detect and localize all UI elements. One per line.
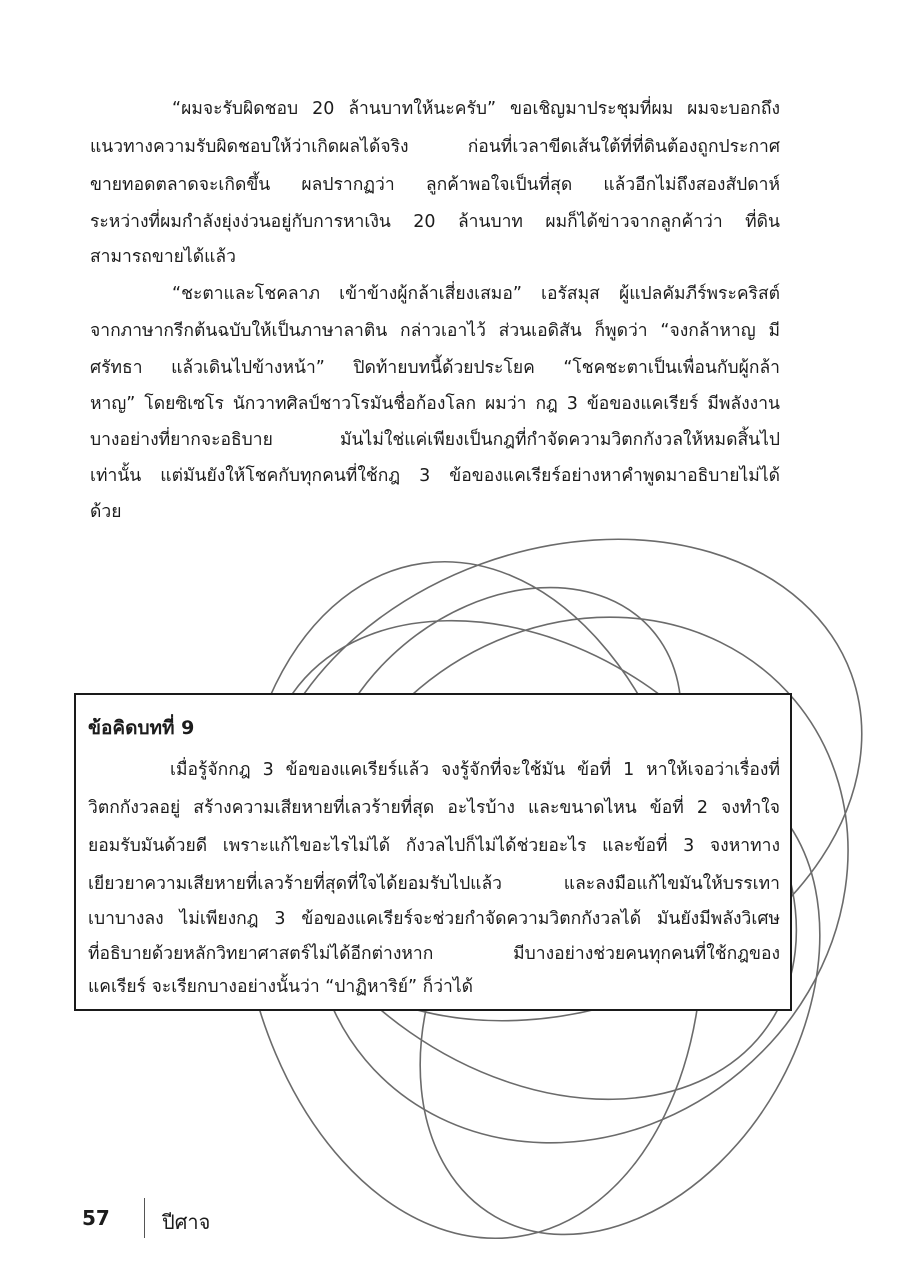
paragraph-line: ศรัทธา แล้วเดินไปข้างหน้า” ปิดท้ายบทนี้ด้วยประโยค “โชคชะตาเป็นเพื่อนกับผู้กล้า <box>90 358 780 378</box>
paragraph-line: “ชะตาและโชคลาภ เข้าข้างผู้กล้าเสี่ยงเสมอ” เอรัสมุส ผู้แปลคัมภีร์พระคริสต์ <box>172 284 780 304</box>
page-number: 57 <box>82 1206 110 1230</box>
takeaway-title: ข้อคิดบทที่ 9 <box>88 717 195 739</box>
takeaway-line: เบาบางลง ไม่เพียงกฎ 3 ข้อของแคเรียร์จะช่วยกำจัดความวิตกกังวลได้ มันยังมีพลังวิเศษ <box>88 909 780 929</box>
takeaway-line: ยอมรับมันด้วยดี เพราะแก้ไขอะไรไม่ได้ กังวลไปก็ไม่ได้ช่วยอะไร และข้อที่ 3 จงหาทาง <box>88 836 780 856</box>
takeaway-line: วิตกกังวลอยู่ สร้างความเสียหายที่เลวร้ายที่สุด อะไรบ้าง และขนาดไหน ข้อที่ 2 จงทำใจ <box>88 798 780 818</box>
paragraph-line: ขายทอดตลาดจะเกิดขึ้น ผลปรากฏว่า ลูกค้าพอใจเป็นที่สุด แล้วอีกไม่ถึงสองสัปดาห์ <box>90 175 780 195</box>
paragraph-line: เท่านั้น แต่มันยังให้โชคกับทุกคนที่ใช้กฎ 3 ข้อของแคเรียร์อย่างหาคำพูดมาอธิบายไม่ได้ <box>90 466 780 486</box>
paragraph-line: แนวทางความรับผิดชอบให้ว่าเกิดผลได้จริง ก่อนที่เวลาขีดเส้นใต้ที่ที่ดินต้องถูกประกาศ <box>90 137 780 157</box>
footer-divider <box>144 1198 145 1238</box>
paragraph-line: ด้วย <box>90 502 122 522</box>
book-author: ปีศาจ <box>162 1210 211 1234</box>
takeaway-line: แคเรียร์ จะเรียกบางอย่างนั้นว่า “ปาฏิหาริย์” ก็ว่าได้ <box>88 977 474 997</box>
takeaway-line: เมื่อรู้จักกฎ 3 ข้อของแคเรียร์แล้ว จงรู้จักที่จะใช้มัน ข้อที่ 1 หาให้เจอว่าเรื่องที่ <box>170 760 780 780</box>
paragraph-line: สามารถขายได้แล้ว <box>90 247 236 267</box>
paragraph-line: ระหว่างที่ผมกำลังยุ่งง่วนอยู่กับการหาเงิน 20 ล้านบาท ผมก็ได้ข่าวจากลูกค้าว่า ที่ดิน <box>90 212 780 232</box>
paragraph-line: “ผมจะรับผิดชอบ 20 ล้านบาทให้นะครับ” ขอเชิญมาประชุมที่ผม ผมจะบอกถึง <box>172 99 780 119</box>
takeaway-line: ที่อธิบายด้วยหลักวิทยาศาสตร์ไม่ได้อีกต่างหาก มีบางอย่างช่วยคนทุกคนที่ใช้กฎของ <box>88 944 780 964</box>
paragraph-line: จากภาษากรีกต้นฉบับให้เป็นภาษาลาติน กล่าวเอาไว้ ส่วนเอดิสัน ก็พูดว่า “จงกล้าหาญ มี <box>90 321 780 341</box>
takeaway-line: เยียวยาความเสียหายที่เลวร้ายที่สุดที่ใจได้ยอมรับไปแล้ว และลงมือแก้ไขมันให้บรรเทา <box>88 874 780 894</box>
paragraph-line: บางอย่างที่ยากจะอธิบาย มันไม่ใช่แค่เพียงเป็นกฎที่กำจัดความวิตกกังวลให้หมดสิ้นไป <box>90 430 780 450</box>
paragraph-line: หาญ” โดยซิเซโร นักวาทศิลป์ชาวโรมันชื่อก้องโลก ผมว่า กฎ 3 ข้อของแคเรียร์ มีพลังงาน <box>90 394 780 414</box>
